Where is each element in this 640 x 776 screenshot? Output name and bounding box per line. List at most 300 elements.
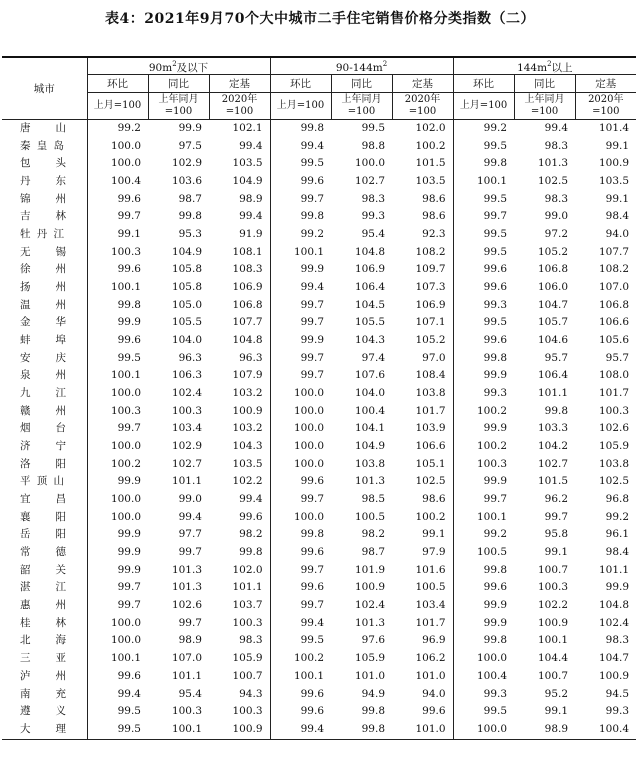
index-value-cell: 94.0 (422, 687, 446, 700)
city-name-cell (2, 420, 87, 438)
base-header-line1: 2020年 (588, 94, 624, 105)
index-value-cell: 96.2 (544, 493, 569, 506)
index-value-cell: 98.6 (422, 192, 446, 205)
city-name-cell (2, 226, 87, 244)
index-value-cell: 105.8 (171, 281, 202, 294)
index-value-cell: 98.3 (544, 139, 569, 152)
index-value-cell: 100.2 (453, 403, 514, 421)
index-value-cell: 99.3 (453, 297, 514, 315)
city-name: 扬 州 (20, 281, 66, 294)
index-value-cell: 99.6 (117, 263, 141, 276)
index-value-cell: 99.6 (117, 192, 141, 205)
city-name-cell (2, 350, 87, 368)
index-value-cell: 99.5 (117, 705, 141, 718)
base-header-line1: 上年同月 (524, 94, 565, 105)
city-name-cell (2, 615, 87, 633)
index-value-cell: 99.4 (270, 721, 331, 739)
city-name-cell (2, 438, 87, 456)
index-value-cell: 99.7 (270, 297, 331, 315)
base-header-line2: =100 (225, 106, 254, 117)
table-row (2, 403, 636, 421)
index-value-cell: 99.9 (117, 528, 141, 541)
index-value-cell: 99.2 (605, 510, 630, 523)
index-value-cell: 99.9 (270, 261, 331, 279)
index-value-cell: 97.0 (422, 351, 446, 364)
index-value-cell: 104.7 (598, 652, 630, 665)
index-value-cell: 104.3 (232, 440, 263, 453)
metric-header: 定基 (209, 75, 270, 93)
index-value-cell: 97.6 (361, 634, 386, 647)
city-name-cell (2, 579, 87, 597)
base-header-line1: 上年同月 (341, 94, 382, 105)
index-value-cell: 101.9 (354, 563, 386, 576)
city-name-cell (2, 314, 87, 332)
index-value-cell: 102.1 (232, 122, 263, 134)
index-value-cell: 99.7 (117, 210, 141, 223)
city-name: 烟 台 (20, 422, 66, 435)
index-value-cell: 103.3 (537, 422, 569, 435)
index-value-cell: 98.7 (361, 546, 386, 559)
index-value-cell: 96.3 (239, 351, 263, 364)
index-value-cell: 105.9 (354, 652, 386, 665)
index-value-cell: 106.3 (171, 369, 202, 382)
city-name-cell (2, 632, 87, 650)
index-value-cell: 99.3 (453, 385, 514, 403)
index-value-cell: 99.8 (270, 526, 331, 544)
index-value-cell: 101.1 (598, 563, 630, 576)
table-row (2, 456, 636, 474)
index-value-cell: 102.0 (415, 122, 446, 134)
index-value-cell: 102.4 (598, 616, 630, 629)
index-value-cell: 99.9 (605, 581, 630, 594)
index-value-cell: 98.2 (239, 528, 263, 541)
base-header-line1: 上月=100 (459, 100, 508, 111)
index-value-cell: 100.4 (110, 175, 141, 188)
city-name-cell (2, 668, 87, 686)
table-row (2, 509, 636, 527)
index-value-cell: 106.2 (415, 652, 446, 665)
index-value-cell: 106.0 (537, 281, 569, 294)
index-value-cell: 107.9 (232, 369, 263, 382)
metric-header: 环比 (453, 75, 514, 93)
base-header (392, 93, 453, 120)
index-value-cell: 98.3 (605, 634, 630, 647)
table-body (2, 120, 636, 740)
city-name-cell (2, 244, 87, 262)
group-header-small: $90m^2$及以下 (87, 57, 270, 75)
index-value-cell: 94.9 (361, 687, 386, 700)
city-name-cell (2, 562, 87, 580)
index-value-cell: 99.7 (270, 562, 331, 580)
index-value-cell: 99.4 (178, 510, 202, 523)
metric-header: 环比 (270, 75, 331, 93)
index-value-cell: 99.9 (117, 546, 141, 559)
table-row (2, 615, 636, 633)
index-value-cell: 101.1 (171, 669, 202, 682)
table-row (2, 208, 636, 226)
index-value-cell: 101.5 (537, 475, 569, 488)
city-name: 金 华 (20, 316, 66, 329)
base-header (87, 93, 148, 120)
index-value-cell: 99.6 (453, 279, 514, 297)
index-value-cell: 100.1 (453, 173, 514, 191)
index-value-cell: 99.2 (453, 526, 514, 544)
index-value-cell: 100.2 (270, 650, 331, 668)
city-name: 泉 州 (20, 369, 66, 382)
index-value-cell: 101.3 (171, 581, 202, 594)
index-value-cell: 104.6 (537, 334, 569, 347)
index-value-cell: 99.4 (239, 493, 263, 506)
table-row (2, 244, 636, 262)
index-value-cell: 100.0 (110, 139, 141, 152)
index-value-cell: 99.5 (453, 138, 514, 156)
metric-header-row (2, 75, 636, 93)
city-name: 襄 阳 (20, 510, 66, 523)
city-name: 遵 义 (20, 705, 66, 718)
index-value-cell: 99.9 (453, 615, 514, 633)
index-value-cell: 100.3 (232, 616, 263, 629)
index-value-cell: 108.0 (598, 369, 630, 382)
city-name: 常 德 (20, 546, 66, 559)
base-header-line2: =100 (592, 106, 620, 117)
index-value-cell: 100.2 (453, 438, 514, 456)
base-header (270, 93, 331, 120)
index-value-cell: 100.1 (148, 721, 209, 739)
index-value-cell: 102.9 (171, 157, 202, 170)
index-value-cell: 108.4 (415, 369, 446, 382)
index-value-cell: 99.7 (270, 314, 331, 332)
index-value-cell: 99.5 (453, 703, 514, 721)
index-value-cell: 99.6 (453, 579, 514, 597)
table-row (2, 226, 636, 244)
group-header-medium: $90-144m^2$ (270, 57, 453, 75)
index-value-cell: 99.7 (178, 616, 202, 629)
city-name: 九 江 (20, 387, 66, 400)
index-value-cell: 100.5 (415, 581, 446, 594)
city-name: 吉 林 (20, 210, 66, 223)
index-value-cell: 101.0 (354, 669, 386, 682)
metric-header: 定基 (575, 75, 636, 93)
index-value-cell: 99.4 (544, 122, 569, 134)
city-name-cell (2, 332, 87, 350)
city-name-cell (2, 120, 87, 138)
index-value-cell: 105.5 (171, 316, 202, 329)
index-value-cell: 99.8 (453, 350, 514, 368)
table-title: 表4：2021年9月70个大中城市二手住宅销售价格分类指数（二） (105, 11, 535, 27)
index-value-cell: 99.1 (605, 192, 630, 205)
index-value-cell: 98.5 (361, 493, 386, 506)
index-value-cell: 99.7 (178, 546, 202, 559)
index-value-cell: 97.2 (544, 228, 569, 241)
index-value-cell: 103.5 (598, 175, 630, 188)
city-name: 赣 州 (20, 404, 66, 417)
table-row (2, 420, 636, 438)
city-name: 无 锡 (20, 245, 66, 258)
city-name-cell (2, 526, 87, 544)
city-name-cell (2, 491, 87, 509)
index-value-cell: 104.3 (354, 334, 386, 347)
index-value-cell: 105.6 (598, 334, 630, 347)
index-value-cell: 99.1 (605, 139, 630, 152)
city-name-cell (2, 138, 87, 156)
index-value-cell: 100.0 (110, 440, 141, 453)
table-row (2, 261, 636, 279)
table-row (2, 138, 636, 156)
city-name: 惠 州 (20, 599, 66, 612)
index-value-cell: 99.4 (270, 615, 331, 633)
index-value-cell: 99.0 (178, 493, 202, 506)
index-value-cell: 106.8 (598, 298, 630, 311)
city-name: 岳 阳 (20, 528, 66, 541)
city-name-cell (2, 403, 87, 421)
index-value-cell: 99.6 (453, 332, 514, 350)
index-value-cell: 99.5 (453, 191, 514, 209)
index-value-cell: 99.4 (239, 210, 263, 223)
index-value-cell: 100.5 (453, 544, 514, 562)
index-value-cell: 96.1 (605, 528, 630, 541)
base-header-row (2, 93, 636, 120)
table-row (2, 544, 636, 562)
index-value-cell: 100.0 (453, 721, 514, 739)
index-value-cell: 100.4 (453, 668, 514, 686)
index-value-cell: 103.8 (598, 457, 630, 470)
city-column-header: 城市 (2, 57, 87, 120)
index-value-cell: 101.3 (354, 475, 386, 488)
city-name: 济 宁 (20, 440, 66, 453)
table-row (2, 367, 636, 385)
index-value-cell: 99.6 (117, 334, 141, 347)
city-name: 唐 山 (20, 122, 66, 134)
index-value-cell: 100.0 (110, 510, 141, 523)
index-value-cell: 102.7 (171, 457, 202, 470)
index-value-cell: 99.5 (453, 314, 514, 332)
city-name: 韶 关 (20, 563, 66, 576)
city-name-cell (2, 367, 87, 385)
city-name: 牡丹江 (20, 228, 66, 241)
city-name-cell (2, 686, 87, 704)
city-name-cell (2, 703, 87, 721)
index-value-cell: 102.5 (537, 175, 569, 188)
index-value-cell: 104.9 (232, 175, 263, 188)
index-value-cell: 105.1 (415, 457, 446, 470)
city-name-cell (2, 509, 87, 527)
index-value-cell: 103.4 (171, 422, 202, 435)
metric-header: 同比 (514, 75, 575, 93)
index-value-cell: 99.9 (117, 563, 141, 576)
index-value-cell: 100.9 (598, 157, 630, 170)
city-name-cell (2, 721, 87, 739)
index-value-cell: 106.8 (232, 298, 263, 311)
index-value-cell: 99.8 (453, 562, 514, 580)
index-value-cell: 100.0 (270, 456, 331, 474)
index-value-cell: 102.7 (354, 175, 386, 188)
index-value-cell: 98.4 (605, 546, 630, 559)
index-value-cell: 107.6 (354, 369, 386, 382)
index-value-cell: 100.0 (354, 157, 386, 170)
index-value-cell: 100.4 (354, 404, 386, 417)
index-value-cell: 99.7 (453, 491, 514, 509)
index-value-cell: 99.1 (544, 705, 569, 718)
index-value-cell: 95.2 (544, 687, 569, 700)
index-value-cell: 99.6 (270, 173, 331, 191)
index-value-cell: 107.1 (415, 316, 446, 329)
index-value-cell: 98.2 (361, 528, 386, 541)
index-value-cell: 108.2 (415, 245, 446, 258)
index-value-cell: 99.1 (544, 546, 569, 559)
index-value-cell: 100.2 (415, 510, 446, 523)
index-value-cell: 103.6 (171, 175, 202, 188)
index-value-cell: 99.5 (270, 155, 331, 173)
index-value-cell: 99.8 (453, 155, 514, 173)
index-value-cell: 101.7 (415, 616, 446, 629)
index-value-cell: 105.0 (171, 298, 202, 311)
city-name-cell (2, 191, 87, 209)
base-header-line2: =100 (408, 106, 437, 117)
metric-header: 定基 (392, 75, 453, 93)
city-name: 洛 阳 (20, 457, 66, 470)
index-value-cell: 99.4 (270, 138, 331, 156)
index-value-cell: 100.9 (354, 581, 386, 594)
city-name-cell (2, 385, 87, 403)
index-value-cell: 99.4 (270, 279, 331, 297)
index-value-cell: 100.4 (575, 721, 636, 739)
index-value-cell: 99.1 (117, 228, 141, 241)
table-row (2, 314, 636, 332)
city-name-cell (2, 279, 87, 297)
index-value-cell: 100.3 (232, 705, 263, 718)
index-value-cell: 106.9 (354, 263, 386, 276)
index-value-cell: 101.1 (232, 581, 263, 594)
index-value-cell: 100.2 (110, 457, 141, 470)
base-header-line1: 2020年 (221, 94, 258, 105)
index-value-cell: 101.0 (415, 669, 446, 682)
index-value-cell: 99.6 (422, 705, 446, 718)
index-value-cell: 107.7 (598, 245, 630, 258)
table-row (2, 438, 636, 456)
index-value-cell: 100.3 (110, 404, 141, 417)
index-value-cell: 101.3 (171, 563, 202, 576)
index-value-cell: 102.6 (171, 599, 202, 612)
table-row (2, 473, 636, 491)
index-value-cell: 107.3 (415, 281, 446, 294)
index-value-cell: 102.4 (354, 599, 386, 612)
index-value-cell: 100.0 (270, 420, 331, 438)
index-value-cell: 105.2 (415, 334, 446, 347)
price-index-table (2, 56, 636, 740)
index-value-cell: 100.9 (232, 404, 263, 417)
city-name: 南 充 (20, 687, 66, 700)
city-name: 桂 林 (20, 616, 66, 629)
index-value-cell: 97.4 (361, 351, 386, 364)
index-value-cell: 104.5 (354, 298, 386, 311)
index-value-cell: 98.8 (361, 139, 386, 152)
index-value-cell: 99.6 (239, 510, 263, 523)
index-value-cell: 102.5 (598, 475, 630, 488)
index-value-cell: 101.3 (537, 157, 569, 170)
index-value-cell: 100.1 (110, 369, 141, 382)
index-value-cell: 100.1 (110, 281, 141, 294)
index-value-cell: 99.6 (270, 579, 331, 597)
table-row (2, 120, 636, 138)
city-name-cell (2, 173, 87, 191)
base-header (514, 93, 575, 120)
index-value-cell: 99.9 (453, 367, 514, 385)
index-value-cell: 105.8 (171, 263, 202, 276)
index-value-cell: 99.5 (361, 122, 386, 134)
index-value-cell: 100.1 (270, 668, 331, 686)
base-header (148, 93, 209, 120)
index-value-cell: 101.7 (415, 404, 446, 417)
index-value-cell: 102.0 (232, 563, 263, 576)
index-value-cell: 99.7 (270, 491, 331, 509)
index-value-cell: 105.9 (232, 652, 263, 665)
index-value-cell: 99.9 (117, 475, 141, 488)
table-row (2, 686, 636, 704)
index-value-cell: 102.6 (598, 422, 630, 435)
index-value-cell: 100.0 (110, 634, 141, 647)
index-value-cell: 104.7 (537, 298, 569, 311)
index-value-cell: 100.0 (270, 438, 331, 456)
table-row (2, 703, 636, 721)
index-value-cell: 100.0 (110, 157, 141, 170)
index-value-cell: 103.2 (232, 387, 263, 400)
index-value-cell: 101.1 (171, 475, 202, 488)
base-header-line1: 2020年 (404, 94, 441, 105)
index-value-cell: 97.5 (178, 139, 202, 152)
city-name: 秦皇岛 (20, 139, 66, 152)
index-value-cell: 100.5 (354, 510, 386, 523)
city-name: 大 理 (20, 722, 66, 735)
index-value-cell: 99.8 (270, 208, 331, 226)
table-row (2, 668, 636, 686)
index-value-cell: 103.7 (232, 599, 263, 612)
index-value-cell: 103.5 (415, 175, 446, 188)
index-value-cell: 99.7 (270, 350, 331, 368)
index-value-cell: 96.8 (605, 493, 630, 506)
index-value-cell: 100.0 (110, 493, 141, 506)
index-value-cell: 99.7 (270, 191, 331, 209)
index-value-cell: 99.8 (270, 120, 331, 138)
index-value-cell: 104.1 (354, 422, 386, 435)
index-value-cell: 94.0 (605, 228, 630, 241)
index-value-cell: 101.6 (415, 563, 446, 576)
index-value-cell: 99.8 (239, 546, 263, 559)
index-value-cell: 103.8 (354, 457, 386, 470)
index-value-cell: 101.7 (598, 387, 630, 400)
city-name: 宜 昌 (20, 493, 66, 506)
table-row (2, 579, 636, 597)
index-value-cell: 94.3 (239, 687, 263, 700)
index-value-cell: 99.9 (453, 597, 514, 615)
table-row (2, 155, 636, 173)
index-value-cell: 98.9 (514, 721, 575, 739)
index-value-cell: 102.2 (537, 599, 569, 612)
base-header-line1: 上年同月 (158, 94, 199, 105)
base-header-line2: =100 (530, 106, 559, 117)
index-value-cell: 104.9 (354, 440, 386, 453)
index-value-cell: 98.7 (178, 192, 202, 205)
index-value-cell: 99.6 (270, 703, 331, 721)
metric-header: 环比 (87, 75, 148, 93)
city-name: 丹 东 (20, 175, 66, 188)
index-value-cell: 99.6 (270, 686, 331, 704)
group-header-large: $144m^2$以上 (453, 57, 636, 75)
index-value-cell: 99.7 (117, 599, 141, 612)
table-row (2, 562, 636, 580)
index-value-cell: 100.3 (110, 245, 141, 258)
city-name: 湛 江 (20, 581, 66, 594)
table-row (2, 597, 636, 615)
